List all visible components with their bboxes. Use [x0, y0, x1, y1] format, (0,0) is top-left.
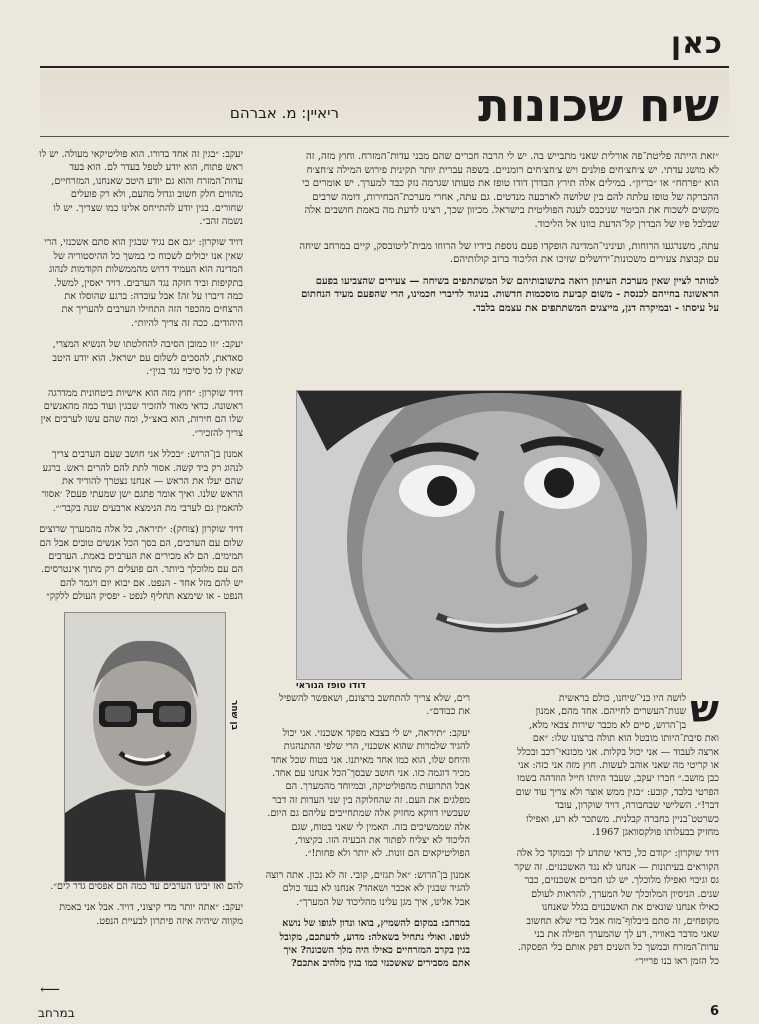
- photo-caption-secondary: בן שחר: [229, 700, 239, 731]
- opening-text: לושה היו בני־שיחנו, כולם בראשית שנות־העשרים לחייהם. אחד מהם, אמנון בן־הרוש, סיים לא מכבר שירות צבאי מלא, ואת סיבת־היותו מובטל הוא תולה ברצונו שלו: ״אם ארצה לעבוד — אני יכול בקלות. אני מכונאי־רכב ובכלל או קריטי מה שאני אוהב לעשות. חוץ מזה אני כזה: אני כבן מושב.״ חברו יעקב, שעבד היותו חייל הוזדהה בשמו הפרטי בלבד, קובע: ״בגין ממש אוצר ולא צריך עוד שום דבר!״. השלישי שבחבורה, דויד שוקרון, עובד כשרטט־בניין בחברה קבלנית. משתכר לא רע, ואפילו מחזיק בבעלותו פולקסוואגן 1967.: [515, 693, 719, 839]
- left-column: [38, 148, 243, 610]
- intro-paragraph: למותר לציין שאין מערכת העיתון רואה בתשובותיהם של המשתתפים בשיחה — צעירים שהצביעו בפעם הראשונה בחייהם לכנסת - משום קביעת מוסכמות חדשות. בניגוד לדיברי חכמינו, הרי שהפעם מעיד הנחתום על עיסתו - ובמיקרה דנן, מייצגים המשתתפים את עצמם בלבד.: [301, 275, 719, 314]
- top-rule: [40, 66, 729, 68]
- opening-paragraph: [514, 692, 719, 839]
- footer-section-name: במרחב: [38, 1006, 75, 1020]
- section-kicker: כאן: [670, 26, 723, 61]
- face-illustration: [297, 391, 681, 679]
- drop-cap: ש: [690, 692, 719, 731]
- right-column: [514, 692, 719, 982]
- article-title: שיח שכונות: [478, 78, 719, 132]
- continue-arrow-icon: ⟵: [40, 982, 61, 998]
- portrait-photo-secondary: [64, 612, 226, 882]
- page-number: 6: [709, 1004, 719, 1019]
- middle-column: [265, 692, 470, 974]
- quote-paragraph: אמנון בן־הרוש: ״בכלל אני חושב שעם הערבים צריך לנהוג רק ביד קשה. אסור לתת להם להרים ראש. ברגע שהם יעלו את הראש — אנחנו נצטרך להוריד את הראש שלנו. ואיך אומר פתגם ישן שמעתי פעם? ׳אסור להאמין גם לערבי מת הנימצא ארבעים שנה בקבר׳״.: [41, 449, 243, 514]
- man-illustration: [65, 613, 225, 881]
- quote-paragraph: דויד שוקרון: ״גם אם נגיד שבגין הוא סתם אשכנזי, הרי שאין אנו יכולים לשכוח כי במשך כל ההיסטוריה של המדינה הוא העמיד דרוש מהממשלות הקודמות לנהוג בתקיפות וביד חזקה נגד הערבים. דויד יאסין, למשל. כמה דיברו על זה! אבל עובדה: ברגע שהוסלו את הרצחים מהכפר הזה התחילו הערבים להעריך את היהודים. ככה זה צריך להיות״.: [44, 237, 243, 329]
- portrait-photo-main: [296, 390, 682, 680]
- quote-paragraph: דויד שוקרון: ״חוץ מזה הוא אישיות ביטחונית ממדרגה ראשונה. כדאי מאוד להזכיר שבגין ועוד כמה מהאנשים שלו הם חירות, הוא באצ״ל, ומה שהם עשו לערבים אין צריך להזכיר״.: [40, 387, 243, 439]
- quote-paragraph: יעקב: ״בגין זה אחד בדורו. הוא פוליטיקאי מעולה. יש לו ראש פתוח, הוא יודע לטפל בעדר לם. הוא בעד עדות־המזרח והוא גם יודע היטב שאנחנו, המזרחיים, מהווים חלק חשוב וגדול מהעם, ולא רק פועלים שחורים. בגין יודע להתייחס אלינו כמו שצריך. יש לו נשמה זהב״.: [39, 149, 243, 228]
- byline: ריאיין: מ. אברהם: [229, 104, 339, 122]
- title-rule: [40, 136, 729, 137]
- quote-paragraph: יעקב: ״תיראה, יש לי בצבא מפקד אשכנזי. אני יכול להגיד שלמרות שהוא אשכנזי, הרי שלפי ההתנהגות והיחס שלו, הוא כמו אחד מאיתנו. אני בטוח שכל אחד מכיר דוגמה כזו. אני חושב שבסך־הכל אנחנו עם אחד. אבל התרועות מהפוליטיקה, ובמיוחד מהמערך. הם מפלגים את העם. זה שהחלוקה בין שני העדות זה דבר שעכשיו דווקא מחזיק אלה שמתחייבים עליהם גם היום. אלה שממשיכים בזה. תאמין לי שאני בטוח, שגם הליכוד לא יצליח לפתור את הבעיה הזו. בקיצור, הפוליטיקאים הם זונות. לא יותר ולא פחות!״.: [267, 727, 470, 860]
- intro-paragraph: עתה, משנרגעו הרוחות, ועיניני־המדינה הופקדו פעם נוספת בידיו של הרווזו מבית־ליטובסק, קיים במרחב שיחה עם קבוצת צעירים משכונות־ירושלים שזיכו את הליכוד ברוב קולותיהם.: [299, 240, 719, 266]
- quote-paragraph: אמנון בן־הרוש: ״אל תגזים, קובי. זה לא נכון. אתה רוצה להגיד שבגין לא אכבר ושאהד? אנחנו לא בעד כולם אבל אלינו, איך מגן עלינו מהליכוד של המערך״.: [265, 869, 470, 908]
- quote-paragraph: יעקב: ״אתה יותר מדי קיצוני, דויד. אבל אני באמת מקווה שיהיה איזה פיתרון לבעיית הנפט.: [59, 902, 243, 927]
- photo-caption-main: דודו טופז הנוראי: [296, 681, 366, 691]
- quote-paragraph: דויד שוקרון: ״קודם כל, כדאי שתדע לך ובמוקד כל אלה הקוראים בעיתונות — אנחנו לא נגד האשכנזים. זה שקר גס וגיבוי ואפילו מלוכלך. יש לנו חברים אשכנזים, כבר שנים. הניסיון המלוכלך של המערך, להראות לעולם כאילו אנחנו שונאים את האשכנזים בגלל שאנחנו מקופחים, זה סתם ביבלוף־מוח אבל כדי שלא תחשוב שאני מדבר באוויר, דע לך שהמערך הפילה את בני עדות־המזרח ובמשך כל השנים דפק אותם בלי הפסקה. כל הזמן ראו בנו פרייר״: [514, 848, 719, 967]
- intro-paragraph: ״זאת הייתה פליטת־פה אורלית שאני מתבייש בה. יש לי הרבה חברים שהם מבני עדות־המזרח. וחוץ מזה, זה לא מושג עדתי. יש צ׳חצ׳חים פולנים ויש צ׳חצ׳חים רומניים. בשפה עברית יותר תקינית פירוש המילה צ׳חצ׳ח הוא ״פרחח״ או ״בריון״. במילים אלה תירץ הבדרן דודו טופז את טעותו שגרמה נזק כבד למערך. יש אומרים כי ההברקה של טופז עלתה להם בין שלושה לארבעה מנדטים. גם עתה, אחרי מערכת־הבחירות, דומה שרבים מקשים לשכוח את הביטוי שניכבס לעגה הפוליטית בישראל. מכיוון שכך, רצינו לדעת מה באמת חושבים אלה שבלבל פיו של הבדרן קל־הדעת כוונו אל הליכוד.: [302, 151, 719, 230]
- left-column-continued: [38, 880, 243, 975]
- quote-paragraph: יעקב: ״זו כמובן הסיבה להחלטתו של הנשיא המצרי, סאדאת, להסכים לשלום עם ישראל. הוא יודע היטב שאין לו כל סיכוי נגד בגין״.: [52, 339, 243, 378]
- intro-block: [299, 150, 719, 382]
- quote-paragraph: להם ואז יבינו הערבים עד כמה הם אפסים גדר לים״.: [50, 881, 243, 892]
- quote-paragraph: דויד שוקרון (צוחק): ״תיראה, כל אלה מהמערך שרוצים שלום עם הערבים, הם בסך הכל אנשים טובים אבל הם תמימים. הם לא מכירים את הערבים באמת. הערבים הם עם מלוכלך ביותר. הם פועלים רק מתוך אינטרסים. יש להם מזל אחד - הנפט. אם יבוא יום ויגמר להם הנפט - או שימצא תחליף לנפט - יפסיק העולם ללקק״: [39, 524, 243, 603]
- quote-paragraph: רים, שלא צריך להתחשב ברצונם, ושאפשר להשפיל את כבודם״.: [279, 693, 470, 718]
- interviewer-question: במרחב: במקום להשמיץ, בואו ונדון לגופו של נושא לגופו. ואולי נתחיל בשאלה: מדוע, לדעתכם, מקובל בגין בקרב המזרחיים כאילו היה מלך השכונה? איך אתם מסבירים שאשכנזי כמו בגין מלהיב אתכם?: [279, 918, 470, 970]
